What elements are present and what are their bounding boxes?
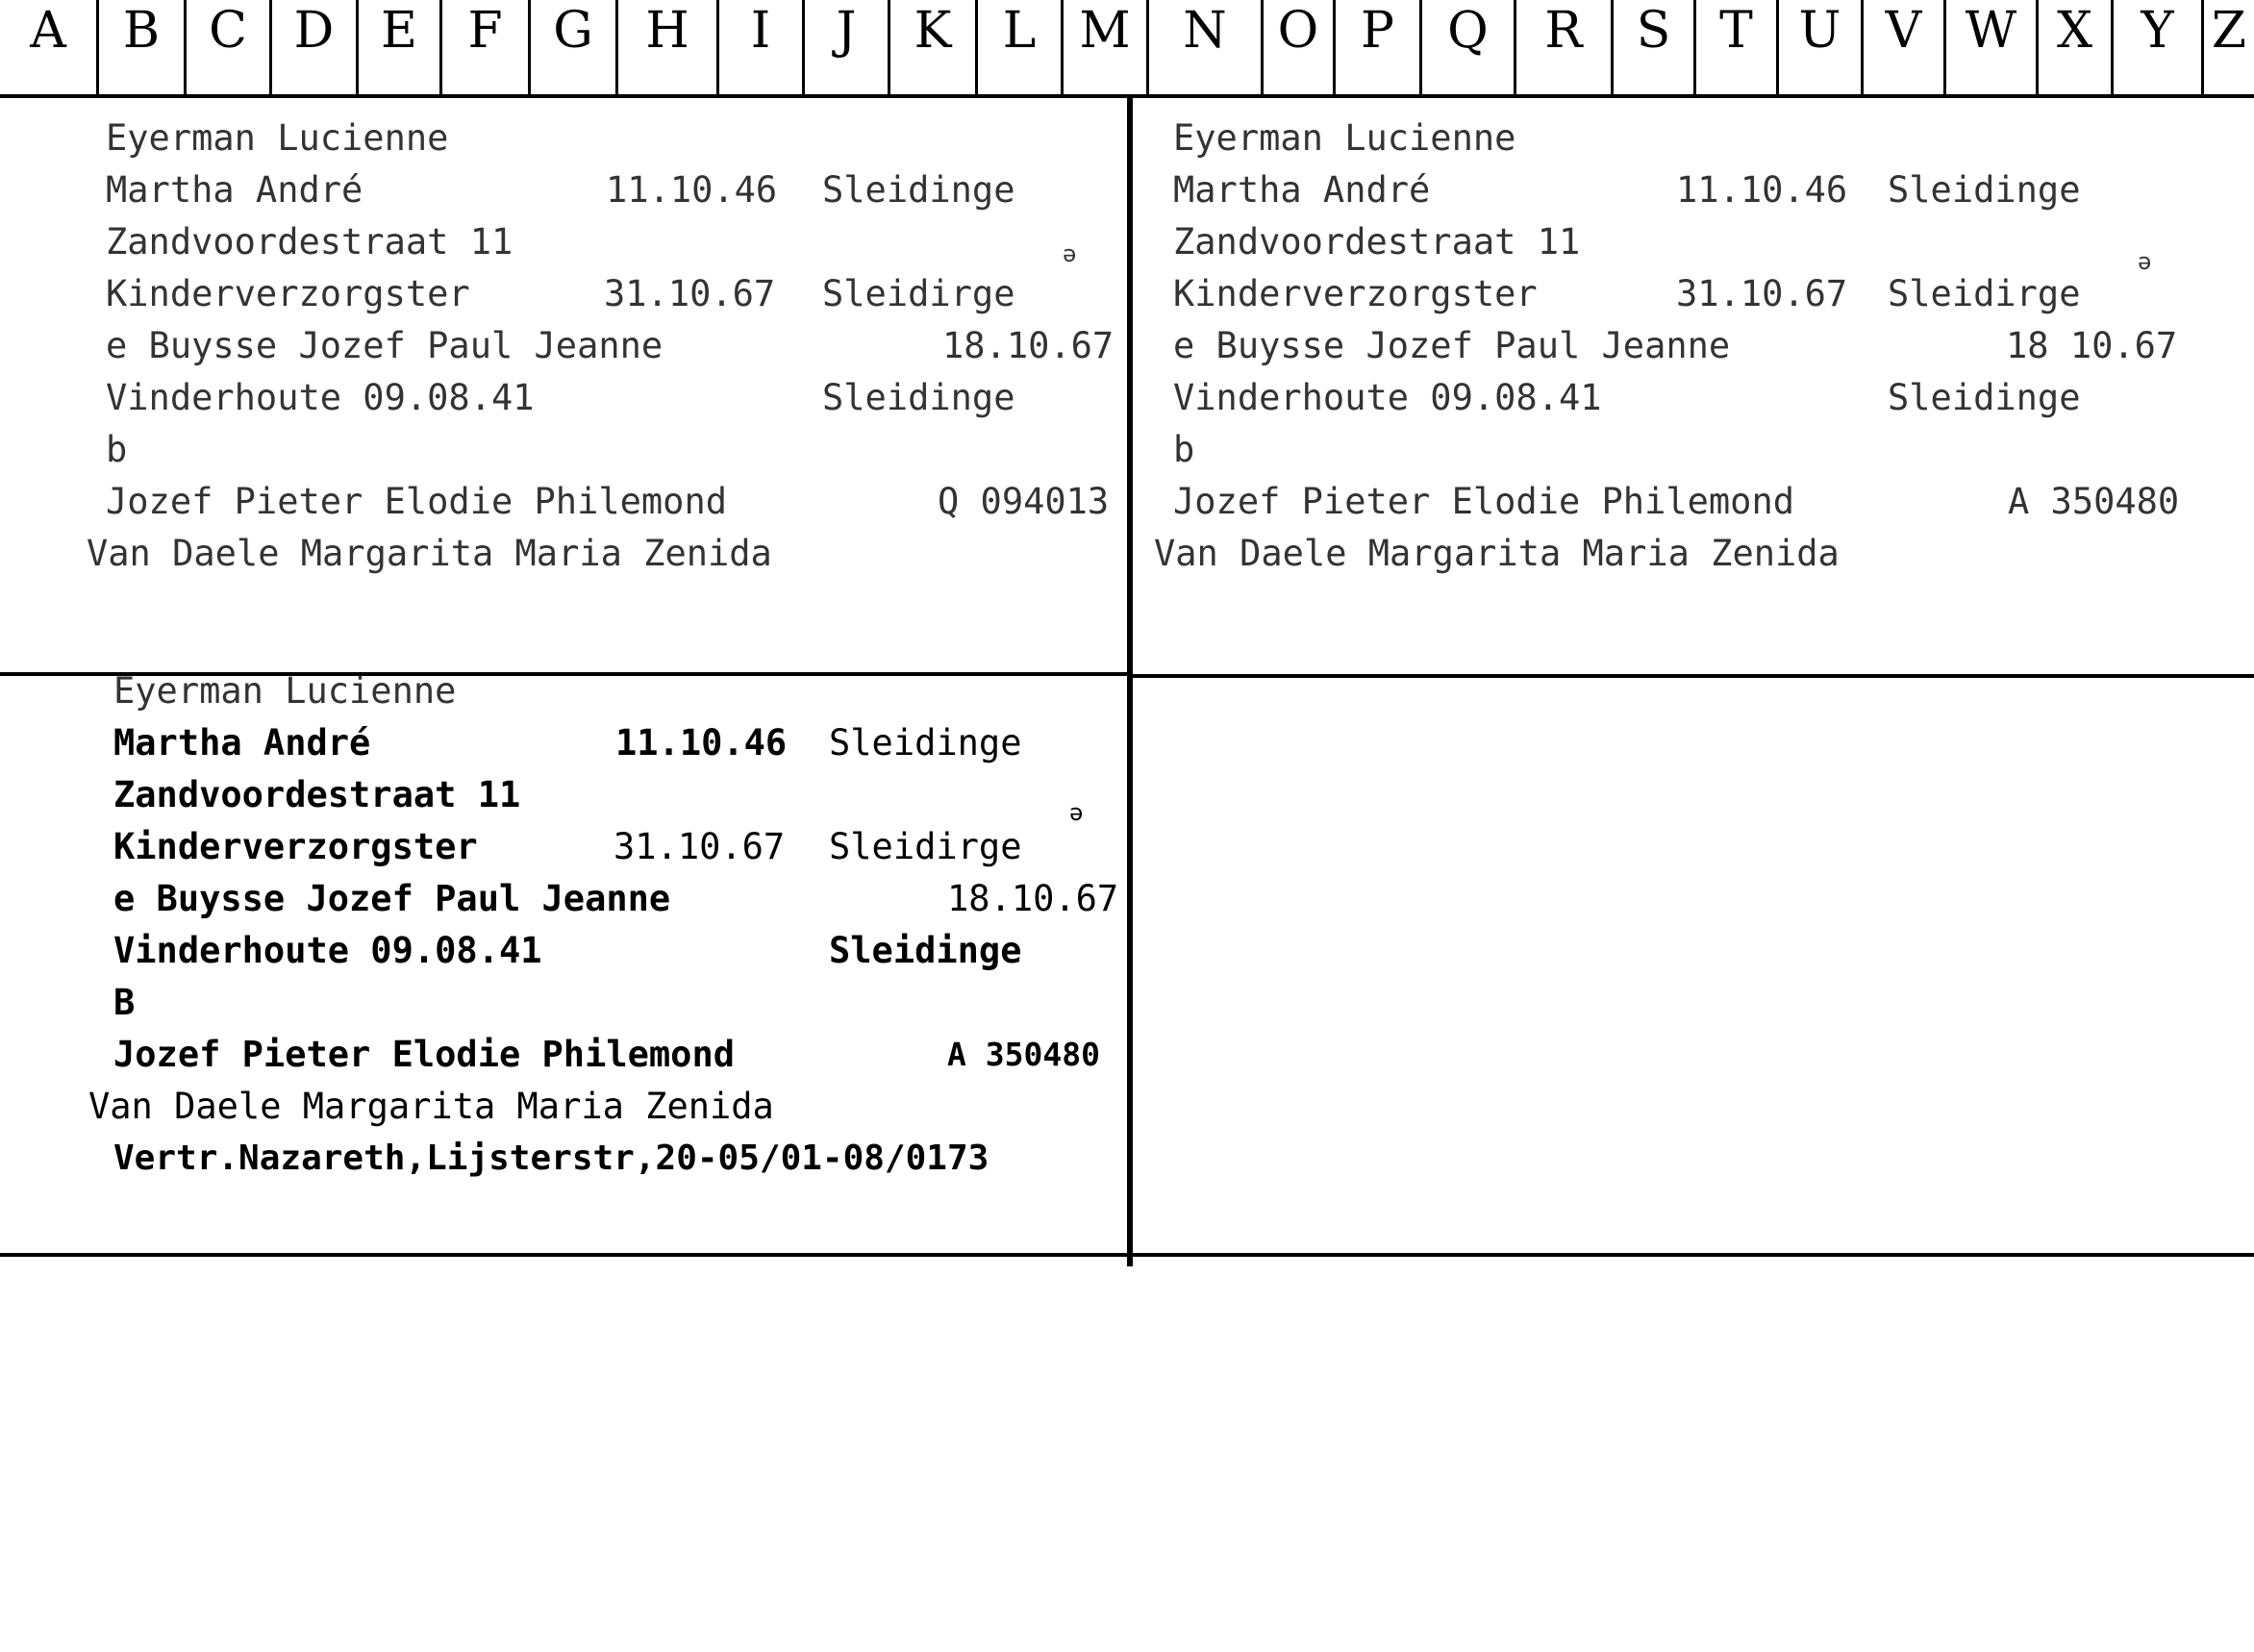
card-father: Jozef Pieter Elodie Philemond [113, 1034, 736, 1075]
card-mark: ə [2138, 248, 2152, 275]
card-reg-place: Sleidirge [1888, 273, 2081, 314]
card-doc-number: A 350480 [947, 1036, 1100, 1073]
index-tab-x[interactable]: X [2039, 0, 2114, 94]
index-tab-e[interactable]: E [359, 0, 442, 94]
card-name: Eyerman Lucienne [113, 670, 457, 712]
index-tab-i[interactable]: I [719, 0, 805, 94]
card-marriage-date: 18.10.67 [942, 325, 1114, 366]
card-reg-date: 31.10.67 [604, 273, 776, 314]
card-birth-date: 11.10.46 [1676, 169, 1848, 211]
index-tab-w[interactable]: W [1946, 0, 2039, 94]
index-tab-f[interactable]: F [442, 0, 531, 94]
card-occupation: Kinderverzorgster [106, 273, 470, 314]
card-mother: Van Daele Margarita Maria Zenida [1154, 533, 1840, 574]
card-marriage-place: Sleidinge [829, 930, 1022, 971]
card-occupation: Kinderverzorgster [113, 826, 478, 867]
card-divider-bottom [0, 1253, 1127, 1257]
index-tab-m[interactable]: M [1064, 0, 1149, 94]
card-reg-place: Sleidirge [829, 826, 1022, 867]
card-spouse: e Buysse Jozef Paul Jeanne [113, 878, 671, 919]
index-tab-s[interactable]: S [1614, 0, 1696, 94]
index-tab-d[interactable]: D [272, 0, 359, 94]
card-footer-note: Vertr.Nazareth,Lijsterstr,20-05/01-08/0173 [113, 1139, 989, 1178]
index-tab-b[interactable]: B [99, 0, 187, 94]
index-tab-h[interactable]: H [618, 0, 719, 94]
index-tab-j[interactable]: J [805, 0, 890, 94]
card-code: b [106, 429, 128, 470]
card-reg-date: 31.10.67 [614, 826, 786, 867]
card-occupation: Kinderverzorgster [1173, 273, 1538, 314]
index-tab-v[interactable]: V [1864, 0, 1946, 94]
card-marriage-date: 18 10.67 [2006, 325, 2178, 366]
index-tab-r[interactable]: R [1516, 0, 1614, 94]
card-given-names: Martha André [106, 169, 363, 211]
index-tab-n[interactable]: N [1149, 0, 1264, 94]
card-reg-date: 31.10.67 [1676, 273, 1848, 314]
card-street: Zandvoordestraat 11 [106, 221, 513, 263]
card-spouse: e Buysse Jozef Paul Jeanne [1173, 325, 1731, 366]
record-card-bottom-left [0, 665, 1127, 1252]
card-street: Zandvoordestraat 11 [113, 774, 521, 815]
index-tab-k[interactable]: K [890, 0, 978, 94]
card-spouse-birth: Vinderhoute 09.08.41 [106, 377, 535, 418]
card-spouse-birth: Vinderhoute 09.08.41 [113, 930, 542, 971]
index-tab-c[interactable]: C [187, 0, 272, 94]
index-tab-u[interactable]: U [1779, 0, 1864, 94]
card-name: Eyerman Lucienne [1173, 117, 1516, 159]
record-card-top-left [0, 113, 1127, 670]
card-marriage-date: 18.10.67 [947, 878, 1119, 919]
index-tab-a[interactable]: A [0, 0, 99, 94]
card-mark: ə [1069, 799, 1084, 826]
index-tab-z[interactable]: Z [2211, 2, 2247, 60]
index-tab-y[interactable]: Y [2114, 0, 2204, 94]
card-code: B [113, 982, 136, 1023]
card-name: Eyerman Lucienne [106, 117, 449, 159]
card-birth-place: Sleidinge [829, 722, 1022, 763]
index-tab-g[interactable]: G [531, 0, 618, 94]
index-tab-o[interactable]: O [1264, 0, 1336, 94]
card-marriage-place: Sleidinge [822, 377, 1015, 418]
card-mother: Van Daele Margarita Maria Zenida [88, 1086, 774, 1127]
card-doc-number: A 350480 [2008, 481, 2180, 522]
card-marriage-place: Sleidinge [1888, 377, 2081, 418]
index-tab-q[interactable]: Q [1422, 0, 1516, 94]
card-father: Jozef Pieter Elodie Philemond [1173, 481, 1795, 522]
card-mark: ə [1063, 240, 1077, 267]
card-street: Zandvoordestraat 11 [1173, 221, 1581, 263]
card-birth-place: Sleidinge [822, 169, 1015, 211]
card-mother: Van Daele Margarita Maria Zenida [87, 533, 772, 574]
card-spouse-birth: Vinderhoute 09.08.41 [1173, 377, 1602, 418]
record-card-top-right [1133, 113, 2254, 670]
card-divider-bottom [1133, 1253, 2254, 1257]
card-father: Jozef Pieter Elodie Philemond [106, 481, 728, 522]
index-tab-l[interactable]: L [978, 0, 1064, 94]
index-tab-t[interactable]: T [1696, 0, 1779, 94]
card-reg-place: Sleidirge [822, 273, 1015, 314]
card-given-names: Martha André [1173, 169, 1431, 211]
card-code: b [1173, 429, 1195, 470]
card-divider-horizontal [1133, 674, 2254, 678]
card-birth-date: 11.10.46 [606, 169, 778, 211]
card-birth-place: Sleidinge [1888, 169, 2081, 211]
alphabet-index-bar [0, 0, 2254, 98]
card-birth-date: 11.10.46 [615, 722, 788, 763]
card-doc-number: Q 094013 [938, 481, 1110, 522]
card-given-names: Martha André [113, 722, 371, 763]
card-spouse: e Buysse Jozef Paul Jeanne [106, 325, 664, 366]
index-tab-p[interactable]: P [1336, 0, 1422, 94]
